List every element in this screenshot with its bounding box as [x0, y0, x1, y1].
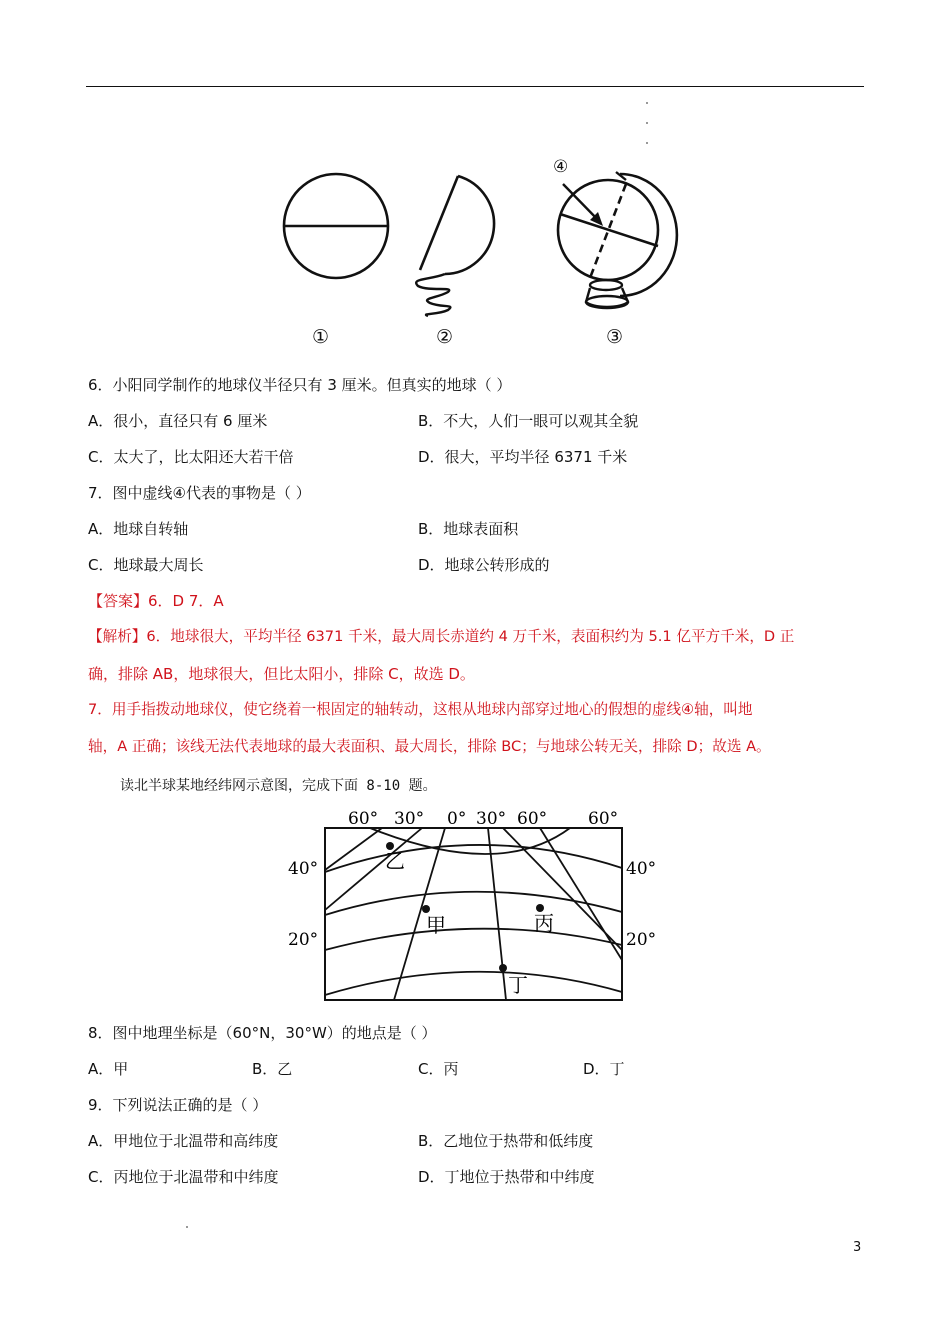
q7-option-a: A．地球自转轴	[88, 520, 189, 538]
lat-label: 20°	[626, 930, 657, 950]
lat-label: 40°	[626, 859, 657, 879]
point-label-yi: 乙	[385, 849, 405, 873]
point-label-jia: 甲	[426, 913, 446, 937]
q7-option-d: D．地球公转形成的	[418, 556, 550, 574]
page-number: 3	[853, 1240, 862, 1255]
intro-text: 读北半球某地经纬网示意图，完成下面 8-10 题。	[120, 778, 437, 794]
figure-label-3: ③	[606, 326, 624, 348]
scan-dot	[646, 102, 648, 104]
q8-option-b: B．乙	[252, 1060, 293, 1078]
top-label: 60°	[348, 809, 379, 829]
meridian-60e	[540, 828, 622, 960]
scan-dot	[646, 122, 648, 124]
q6-option-d: D．很大，平均半径 6371 千米	[418, 448, 628, 466]
graticule-figure	[270, 800, 670, 1005]
q9-option-d: D．丁地位于热带和中纬度	[418, 1168, 595, 1186]
globe-meridian-ring	[620, 174, 677, 296]
q6-stem: 6．小阳同学制作的地球仪半径只有 3 厘米。但真实的地球（ ）	[88, 376, 512, 394]
analysis-line-1: 【解析】6．地球很大，平均半径 6371 千米，最大周长赤道约 4 万千米，表面积约为 5.1 亿平方千米，D 正	[88, 628, 795, 645]
parallel-low	[325, 972, 622, 995]
q9-option-a: A．甲地位于北温带和高纬度	[88, 1132, 279, 1150]
q6-option-b: B．不大，人们一眼可以观其全貌	[418, 412, 639, 430]
q9-stem: 9．下列说法正确的是（ ）	[88, 1096, 268, 1114]
q7-stem: 7．图中虚线④代表的事物是（ ）	[88, 484, 311, 502]
globe-stand-top	[590, 280, 622, 290]
meridian-60w	[325, 828, 422, 910]
q6-option-c: C．太大了，比太阳还大若干倍	[88, 448, 294, 466]
answer-line: 【答案】6．D 7．A	[88, 592, 224, 610]
top-label: 30°	[394, 809, 425, 829]
top-label: 0°	[447, 809, 467, 829]
analysis-line-3: 7．用手指拨动地球仪，使它绕着一根固定的轴转动，这根从地球内部穿过地心的假想的虚线④轴，叫地	[88, 701, 753, 718]
scan-dot	[186, 1226, 188, 1228]
lat-label: 40°	[288, 859, 319, 879]
q6-option-a: A．很小，直径只有 6 厘米	[88, 412, 268, 430]
top-label: 60°	[588, 809, 619, 829]
q8-option-a: A．甲	[88, 1060, 129, 1078]
q7-option-b: B．地球表面积	[418, 520, 519, 538]
figure-label-1: ①	[312, 326, 330, 348]
q7-option-c: C．地球最大周长	[88, 556, 204, 574]
globe-equator-line	[560, 214, 658, 246]
spring-coil	[416, 274, 450, 316]
q8-stem: 8．图中地理坐标是（60°N，30°W）的地点是（ ）	[88, 1024, 437, 1042]
globe-figure	[270, 150, 690, 355]
half-disc-edge	[420, 176, 458, 270]
top-label: 30°	[476, 809, 507, 829]
top-rule	[86, 86, 864, 87]
analysis-line-4: 轴，A 正确；该线无法代表地球的最大表面积、最大周长，排除 BC；与地球公转无关，排除 D；故选 A。	[88, 738, 771, 755]
scan-dot	[646, 142, 648, 144]
lat-label: 20°	[288, 930, 319, 950]
point-ding	[499, 964, 507, 972]
analysis-line-2: 确，排除 AB，地球很大，但比太阳小，排除 C，故选 D。	[88, 665, 475, 683]
q8-option-c: C．丙	[418, 1060, 459, 1078]
figure-label-2: ②	[436, 326, 454, 348]
figure-label-4: ④	[553, 157, 569, 177]
point-jia	[422, 905, 430, 913]
parallel-20	[325, 929, 622, 950]
point-label-ding: 丁	[508, 973, 528, 997]
q8-option-d: D．丁	[583, 1060, 625, 1078]
parallel-40	[325, 845, 622, 872]
q9-option-c: C．丙地位于北温带和中纬度	[88, 1168, 279, 1186]
point-label-bing: 丙	[534, 911, 554, 935]
q9-option-b: B．乙地位于热带和低纬度	[418, 1132, 594, 1150]
top-label: 60°	[517, 809, 548, 829]
